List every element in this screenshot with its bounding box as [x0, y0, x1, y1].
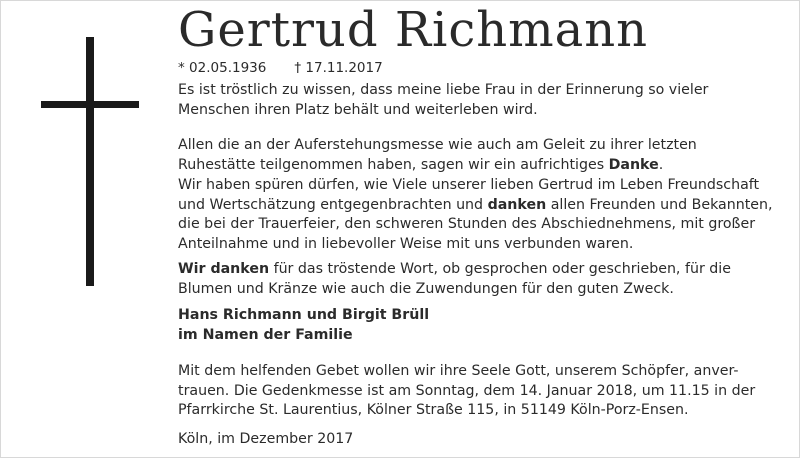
text-line: Blumen und Kränze wie auch die Zuwendungen für den guten Zweck. — [178, 280, 674, 297]
wir-danken-emphasis: Wir danken — [178, 261, 270, 277]
cross-vertical-bar — [86, 37, 94, 286]
text-line: Es ist tröstlich zu wissen, dass meine liebe Frau in der Erinnerung so vieler — [178, 82, 709, 98]
paragraph-memorial-mass — [178, 362, 790, 421]
danken-emphasis: danken — [487, 196, 547, 213]
paragraph-thanks-attendance — [178, 136, 790, 175]
paragraph-remembrance — [178, 81, 790, 120]
signature-family: im Namen der Familie — [178, 326, 353, 343]
text-line: Mit dem helfenden Gebet wollen wir ihre Seele Gott, unserem Schöpfer, anver- — [178, 363, 739, 379]
deceased-name: Gertrud Richmann — [178, 2, 649, 58]
paragraph-thanks-condolences — [178, 260, 790, 299]
text-line: und Wertschätzung entgegenbrachten und danken allen Freunden und Bekannten, — [178, 196, 773, 213]
birth-date: * 02.05.1936 — [178, 60, 267, 76]
text-line: Pfarrkirche St. Laurentius, Kölner Straße 115, in 51149 Köln-Porz-Ensen. — [178, 402, 689, 419]
text-line: Wir haben spüren dürfen, wie Viele unserer lieben Gertrud im Leben Freundschaft — [178, 177, 760, 193]
text-line: Allen die an der Auferstehungsmesse wie auch am Geleit zu ihrer letzten — [178, 137, 697, 153]
signature-block — [178, 306, 429, 345]
death-date: † 17.11.2017 — [294, 60, 383, 76]
cross-horizontal-bar — [41, 101, 139, 108]
life-dates — [178, 59, 383, 77]
place-date: Köln, im Dezember 2017 — [178, 431, 354, 447]
signature-names: Hans Richmann und Birgit Brüll — [178, 307, 430, 323]
text-line: trauen. Die Gedenkmesse ist am Sonntag, dem 14. Januar 2018, um 11.15 in der — [178, 382, 756, 399]
paragraph-thanks-friends — [178, 176, 790, 254]
text-line: Anteilnahme und in liebevoller Weise mit uns verbunden waren. — [178, 235, 634, 252]
danke-emphasis: Danke — [608, 156, 659, 173]
text-line: Wir danken für das tröstende Wort, ob gesprochen oder geschrieben, für die — [178, 261, 731, 277]
text-line: Menschen ihren Platz behält und weiterleben wird. — [178, 101, 538, 118]
text-line: die bei der Trauerfeier, den schweren Stunden des Abschiednehmens, mit großer — [178, 216, 756, 233]
text-line: Ruhestätte teilgenommen haben, sagen wir ein aufrichtiges Danke. — [178, 156, 664, 173]
